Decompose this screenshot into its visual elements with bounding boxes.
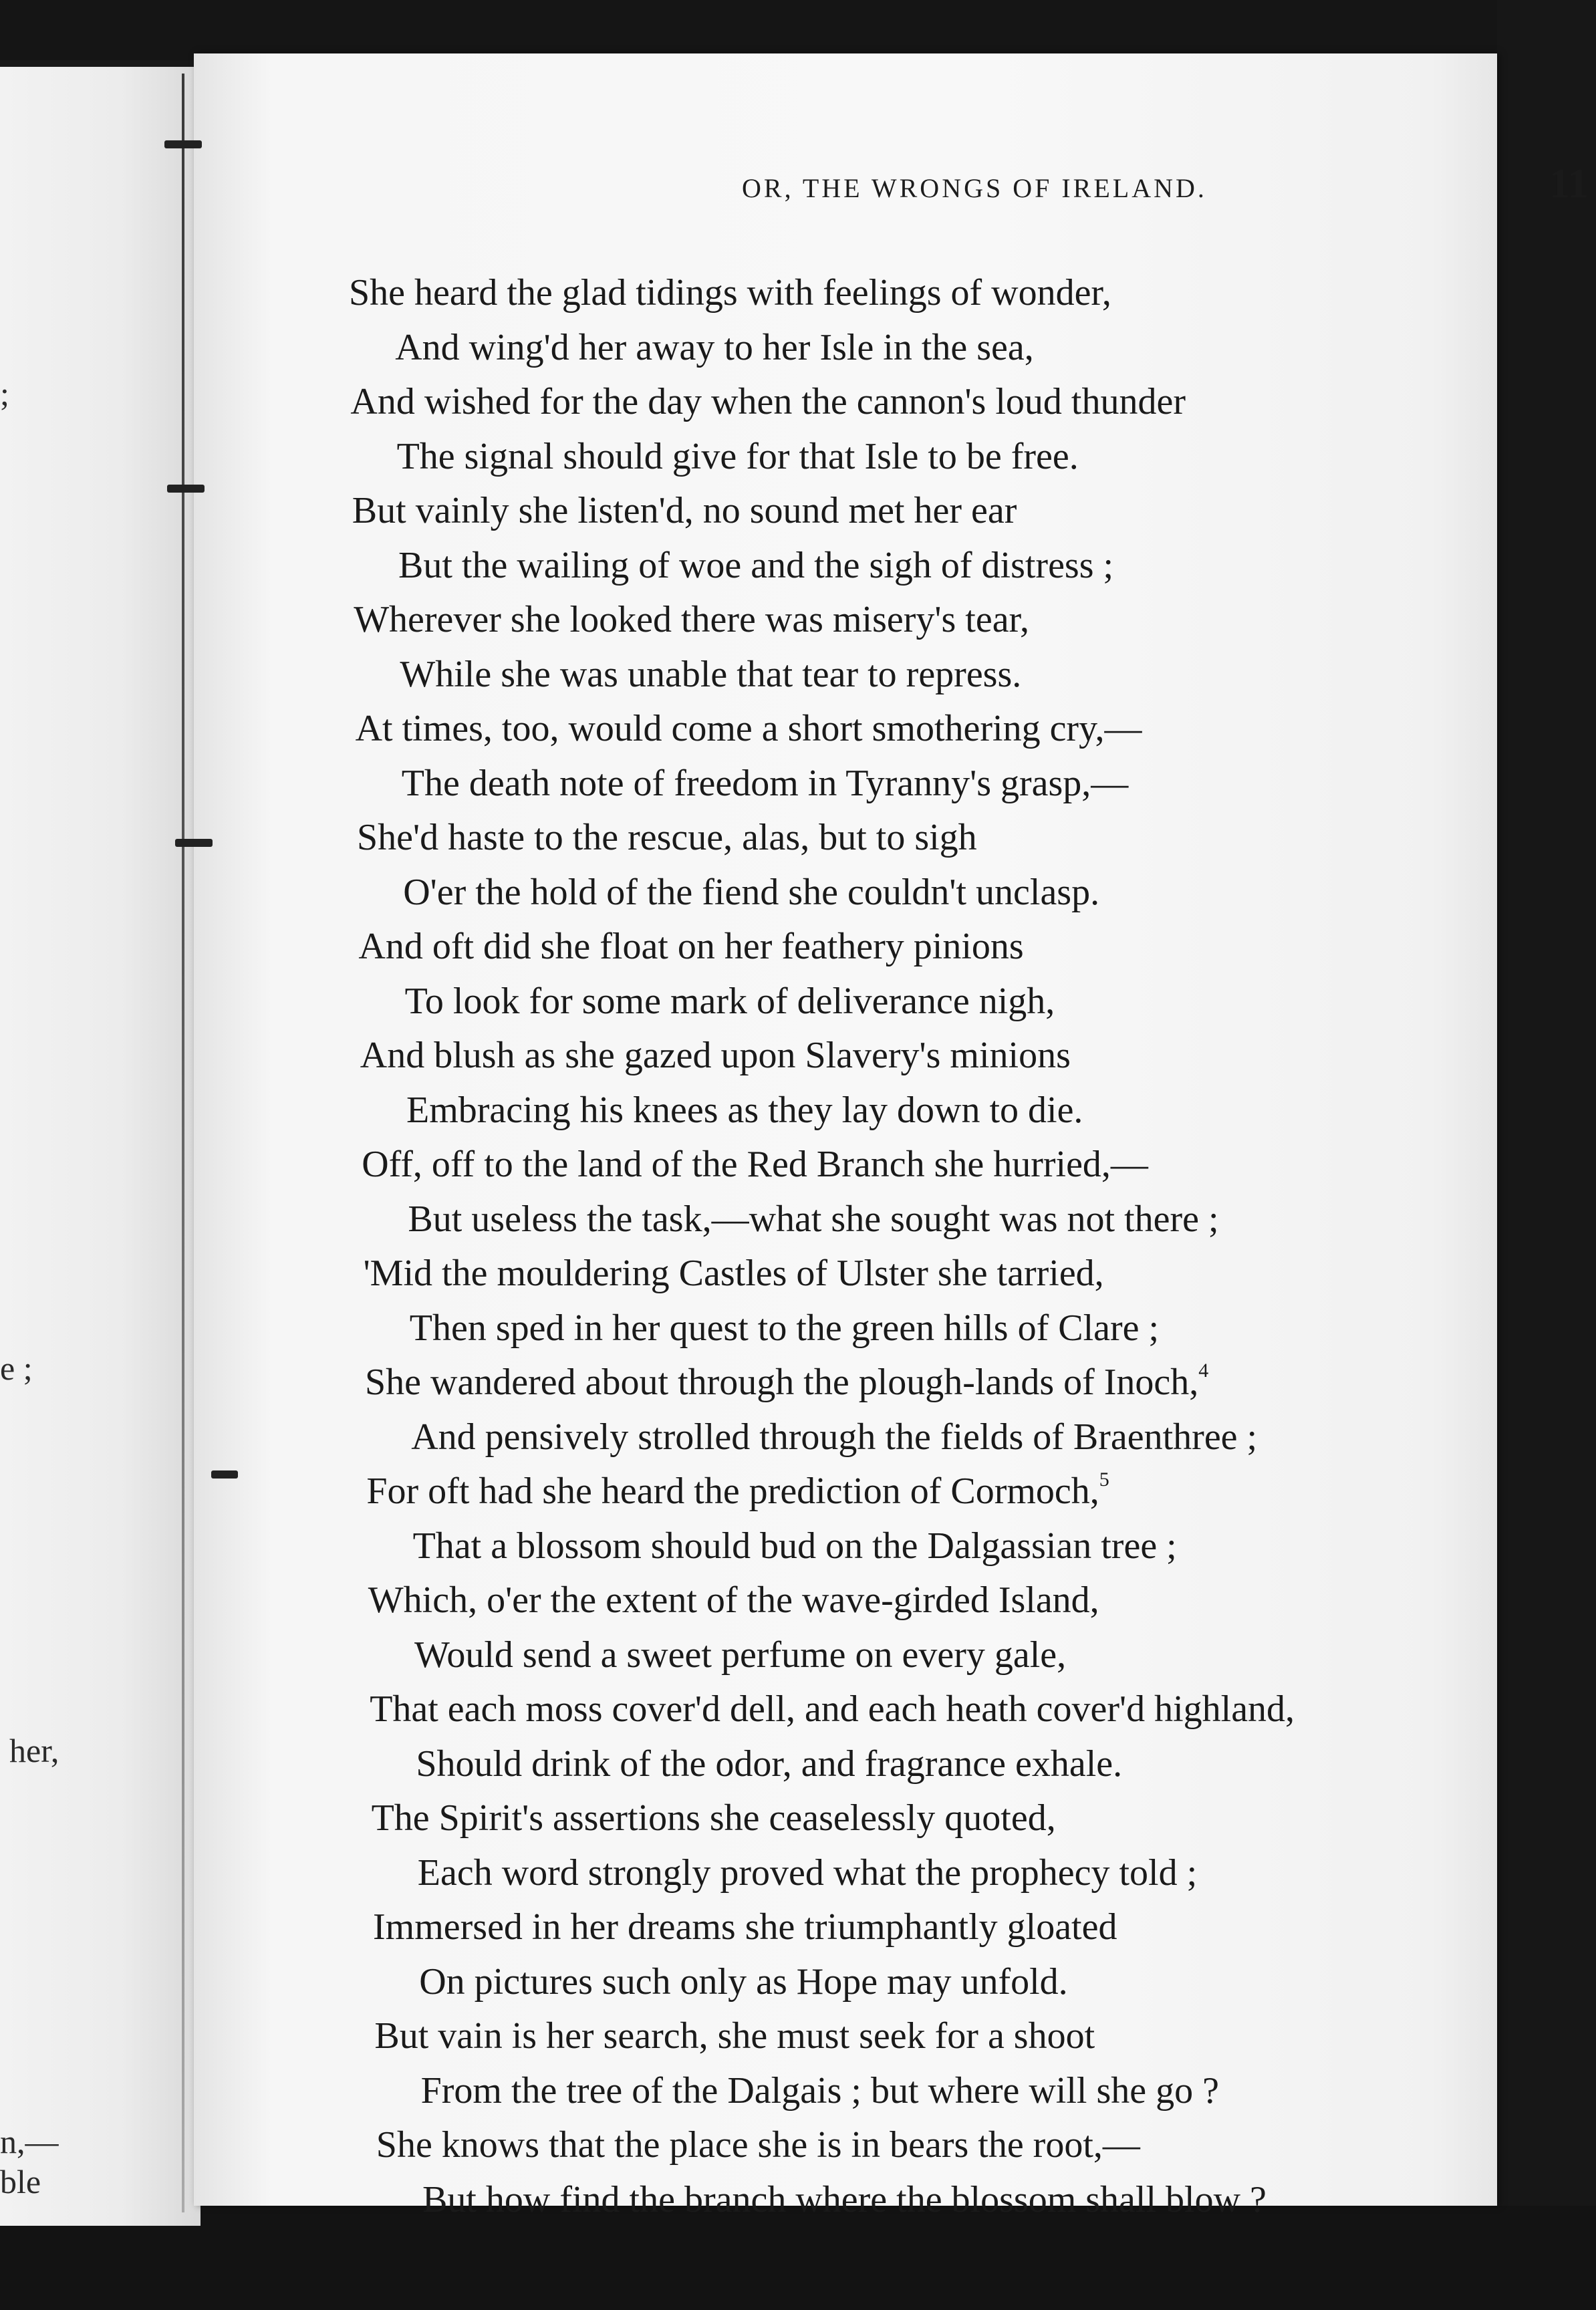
poem-line <box>357 819 977 856</box>
poem-line <box>422 2178 1267 2220</box>
scanner-background-bottom <box>0 2206 1596 2310</box>
poem-line-text: Each word strongly proved what the prophecy told ; <box>417 1851 1198 1894</box>
poem-line-text: But useless the task,—what she sought was not there ; <box>408 1198 1219 1240</box>
poem-line <box>410 1309 1159 1347</box>
poem-line-text: That a blossom should bud on the Dalgassian tree ; <box>412 1525 1177 1567</box>
poem-line <box>362 1146 1148 1183</box>
poem-line <box>396 435 1079 477</box>
poem-line-text: For oft had she heard the prediction of Cormoch, <box>366 1470 1099 1512</box>
binding-stitch <box>167 485 205 493</box>
poem-line-text: Then sped in her quest to the green hills of Clare ; <box>409 1307 1160 1349</box>
poem-line-text: 'Mid the mouldering Castles of Ulster she tarried, <box>363 1253 1104 1294</box>
poem-line-text: To look for some mark of deliverance nigh, <box>404 980 1055 1022</box>
poem-line-text: At times, too, would come a short smothering cry,— <box>355 708 1142 749</box>
poem-line-text: Which, o'er the extent of the wave-girded Island, <box>368 1579 1099 1621</box>
poem-line-text: She'd haste to the rescue, alas, but to sigh <box>357 817 977 858</box>
binding-gutter <box>182 74 184 2212</box>
poem-line-text: Off, off to the land of the Red Branch she hurried,— <box>362 1144 1148 1185</box>
facing-page-fragment: her, <box>9 1732 59 1769</box>
poem-line <box>419 1960 1068 2003</box>
poem-line <box>398 544 1114 586</box>
scanner-background-right <box>1497 0 1596 2310</box>
poem-line <box>400 653 1022 695</box>
poem-line <box>417 1851 1198 1894</box>
poem-line-text: But vainly she listen'd, no sound met her ear <box>352 490 1017 531</box>
poem-line-text: That each moss cover'd dell, and each heath cover'd highland, <box>370 1688 1295 1730</box>
poem-line-text: O'er the hold of the fiend she couldn't unclasp. <box>403 871 1100 913</box>
poem-line <box>416 1745 1122 1783</box>
poem-line <box>373 1908 1117 1946</box>
book-page <box>194 53 1589 2220</box>
page-number: 11 <box>1549 161 1589 207</box>
poem-line-text: And wing'd her away to her Isle in the sea, <box>395 326 1034 368</box>
poem-line <box>364 1255 1104 1292</box>
poem-line-text: But how find the branch where the blossom shall blow ? <box>422 2178 1267 2220</box>
poem-line-text: Would send a sweet perfume on every gale, <box>414 1634 1067 1676</box>
poem-line-text: She wandered about through the plough-lands of Inoch, <box>365 1362 1199 1403</box>
poem-line-text: But vain is her search, she must seek for a shoot <box>374 2015 1095 2057</box>
poem-line <box>352 492 1017 529</box>
poem-line <box>366 1468 1109 1512</box>
binding-stitch <box>175 839 213 847</box>
poem-line <box>395 326 1034 368</box>
poem-line-text: Immersed in her dreams she triumphantly gloated <box>373 1906 1117 1948</box>
poem-line <box>404 980 1055 1022</box>
poem-line-text: But the wailing of woe and the sigh of distress ; <box>398 544 1114 586</box>
poem-line-text: The Spirit's assertions she ceaselessly quoted, <box>371 1797 1056 1839</box>
poem-line <box>408 1200 1218 1238</box>
poem-line-text: And oft did she float on her feathery pinions <box>358 926 1024 967</box>
facing-page-fragment: n,— <box>0 2123 59 2160</box>
scanner-background-top <box>0 0 1596 60</box>
poem-line <box>374 2017 1095 2055</box>
poem-line-text: Wherever she looked there was misery's tear, <box>354 599 1029 640</box>
poem-line <box>358 928 1023 965</box>
poem-line <box>356 710 1142 747</box>
poem-line <box>411 1418 1257 1456</box>
footnote-marker: 4 <box>1198 1360 1209 1382</box>
poem-line-text: She knows that the place she is in bears the root,— <box>376 2124 1140 2166</box>
poem-line <box>376 2126 1140 2164</box>
poem-line <box>403 871 1100 913</box>
poem-line-text: The signal should give for that Isle to be free. <box>396 435 1079 477</box>
poem-line-text: And pensively strolled through the fields of Braenthree ; <box>411 1416 1258 1458</box>
poem-line <box>354 601 1029 638</box>
poem-line <box>414 1636 1066 1674</box>
poem-line <box>360 1037 1071 1074</box>
poem-line-text: While she was unable that tear to repress. <box>400 653 1022 695</box>
poem-line <box>401 762 1129 804</box>
poem-line <box>370 1690 1295 1728</box>
poem-line-text: The death note of freedom in Tyranny's grasp,— <box>401 762 1129 804</box>
facing-page-fragment: ; <box>0 375 9 412</box>
poem-line <box>365 1360 1209 1403</box>
poem-line-text: Embracing his knees as they lay down to die. <box>406 1089 1083 1131</box>
poem-line <box>350 383 1186 420</box>
poem-line <box>372 1799 1056 1837</box>
poem-line-text: On pictures such only as Hope may unfold. <box>419 1960 1068 2003</box>
binding-stitch <box>211 1470 238 1479</box>
poem-line <box>368 1581 1099 1619</box>
poem-line <box>420 2069 1219 2111</box>
facing-page-fragment: e ; <box>0 1350 33 1387</box>
poem-line-text: And wished for the day when the cannon's loud thunder <box>350 381 1186 422</box>
facing-page-fragment: ble <box>0 2163 41 2200</box>
poem-line-text: She heard the glad tidings with feelings of wonder, <box>349 272 1111 313</box>
poem-line <box>413 1527 1177 1565</box>
binding-stitch <box>164 140 202 148</box>
facing-page-edge <box>0 67 201 2226</box>
footnote-marker: 5 <box>1099 1468 1109 1491</box>
running-title: OR, THE WRONGS OF IRELAND. <box>742 173 1207 203</box>
poem-line <box>406 1089 1083 1131</box>
poem-line-text: From the tree of the Dalgais ; but where will she go ? <box>420 2069 1219 2111</box>
poem-line-text: And blush as she gazed upon Slavery's minions <box>360 1035 1071 1076</box>
poem-line <box>349 274 1111 311</box>
poem-line-text: Should drink of the odor, and fragrance exhale. <box>416 1743 1123 1785</box>
